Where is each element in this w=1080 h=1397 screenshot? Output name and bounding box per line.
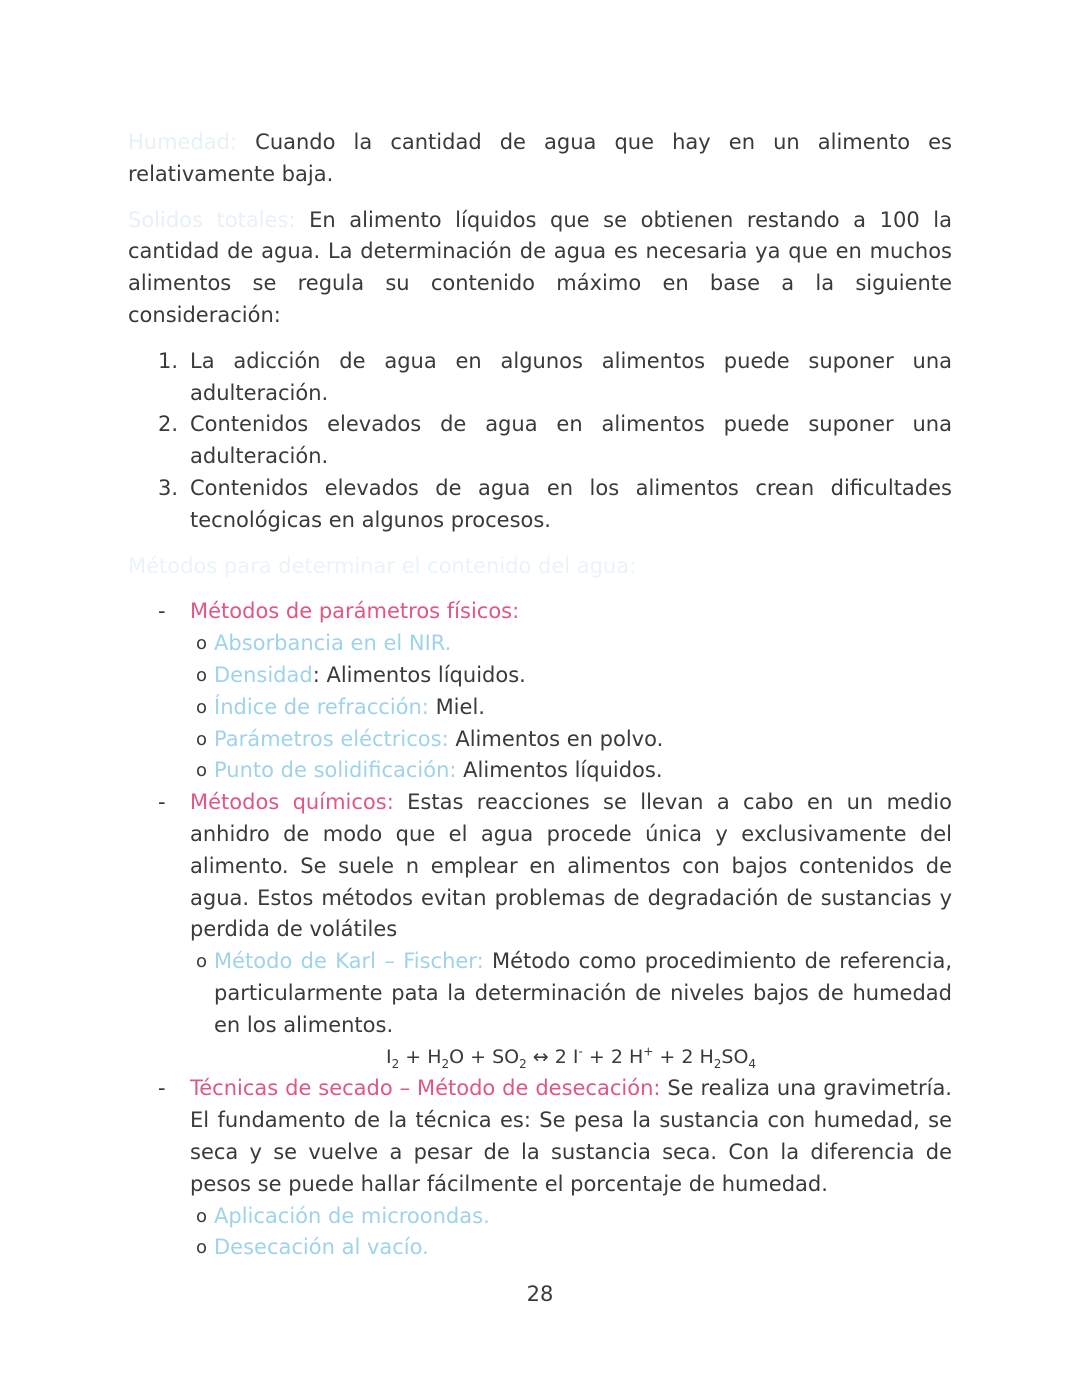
sub-item — [190, 628, 952, 660]
sub-item — [190, 692, 952, 724]
quimicos-item — [128, 787, 952, 1073]
sub-term: Densidad — [214, 662, 313, 687]
sub-text: Alimentos en polvo. — [448, 726, 664, 751]
sub-term: Absorbancia en el NIR. — [214, 631, 452, 656]
list-item — [128, 409, 952, 473]
dash-bullet: - — [158, 790, 166, 815]
circle-bullet: o — [196, 760, 208, 782]
quimicos-text: Estas reacciones se llevan a cabo en un medio anhidro de modo que el agua procede única y exclusivamente del alimento. Se suele n emplear en alimentos con bajos contenidos de agua. Estos métodos evitan problemas de degradación de sustancias y perdida de volátiles — [190, 790, 952, 942]
item-number: 1. — [158, 348, 179, 373]
sub-text: : Alimentos líquidos. — [312, 662, 526, 687]
list-item — [128, 473, 952, 537]
item-number: 3. — [158, 475, 179, 500]
sub-term: Aplicación de microondas. — [214, 1203, 490, 1228]
sub-term: Desecación al vacío. — [214, 1235, 429, 1260]
sub-item — [190, 755, 952, 787]
item-text: La adicción de agua en algunos alimentos puede suponer una adulteración. — [190, 348, 952, 405]
formula-sub: 2 — [713, 1056, 722, 1071]
circle-bullet: o — [196, 633, 208, 655]
formula-sub: 2 — [391, 1056, 400, 1071]
sub-term: Parámetros eléctricos: — [214, 726, 449, 751]
formula-part: + H — [399, 1045, 442, 1068]
quimicos-sublist — [190, 946, 952, 1041]
secado-text: Se realiza una gravimetría. El fundamento de la técnica es: Se pesa la sustancia con humedad, se seca y se vuelve a pesar de la sustancia seca. Con la diferencia de pesos se puede hallar fácilmente el porcentaje de humedad. — [190, 1076, 952, 1196]
sub-item — [190, 1232, 952, 1264]
humedad-paragraph — [128, 127, 952, 191]
formula-sup: + — [643, 1044, 654, 1059]
formula-part: + 2 H — [582, 1045, 644, 1068]
item-number: 2. — [158, 412, 179, 437]
karl-fischer-term: Método de Karl – Fischer: — [214, 949, 484, 974]
formula-part: ↔ 2 I — [526, 1045, 579, 1068]
formula-sub: 2 — [441, 1056, 450, 1071]
sub-item — [190, 724, 952, 756]
circle-bullet: o — [196, 696, 208, 718]
formula-part: O + SO — [449, 1045, 520, 1068]
circle-bullet: o — [196, 1237, 208, 1259]
fisicos-sublist — [190, 628, 952, 787]
sub-term: Índice de refracción: — [214, 694, 429, 719]
item-text: Contenidos elevados de agua en los alimentos crean dificultades tecnológicas en algunos procesos. — [190, 475, 952, 532]
list-item — [128, 346, 952, 410]
formula-part: I — [385, 1045, 392, 1068]
chemical-formula — [190, 1042, 952, 1074]
document-page — [128, 127, 952, 1264]
sub-text: Miel. — [428, 694, 485, 719]
sub-text: Alimentos líquidos. — [456, 758, 663, 783]
methods-list — [128, 596, 952, 1264]
humedad-term: Humedad: — [128, 130, 238, 154]
methods-heading: Métodos para determinar el contenido del agua: — [128, 553, 637, 578]
secado-term: Técnicas de secado – Método de desecación: — [190, 1076, 661, 1101]
solidos-term: Solidos totales: — [128, 207, 296, 232]
formula-sub: 4 — [748, 1056, 757, 1071]
formula-part: + 2 H — [653, 1045, 714, 1068]
item-text: Contenidos elevados de agua en alimentos puede suponer una adulteración. — [190, 412, 952, 469]
formula-part: SO — [721, 1045, 749, 1068]
humedad-text: Cuando la cantidad de agua que hay en un alimento es relativamente baja. — [128, 130, 952, 186]
page-number: 28 — [526, 1282, 554, 1306]
solidos-text: En alimento líquidos que se obtienen restando a 100 la cantidad de agua. La determinación de agua es necesaria ya que en muchos alimentos se regula su contenido máximo en base a la siguiente consideración: — [128, 207, 952, 327]
secado-item — [128, 1073, 952, 1264]
fisicos-term: Métodos de parámetros físicos: — [190, 599, 520, 624]
sub-item — [190, 660, 952, 692]
secado-sublist — [190, 1201, 952, 1265]
formula-sub: 2 — [519, 1056, 527, 1071]
considerations-list — [128, 346, 952, 537]
karl-fischer-text: Método como procedimiento de referencia, particularmente pata la determinación de niveles bajos de humedad en los alimentos. — [214, 949, 952, 1037]
circle-bullet: o — [196, 951, 208, 973]
circle-bullet: o — [196, 664, 208, 686]
sub-item — [190, 946, 952, 1041]
sub-item — [190, 1201, 952, 1233]
circle-bullet: o — [196, 1205, 208, 1227]
dash-bullet: - — [158, 1076, 166, 1101]
circle-bullet: o — [196, 728, 208, 750]
quimicos-term: Métodos químicos: — [190, 790, 394, 815]
fisicos-item — [128, 596, 952, 787]
sub-term: Punto de solidificación: — [214, 758, 457, 783]
dash-bullet: - — [158, 599, 166, 624]
formula-sup: - — [578, 1044, 583, 1059]
solidos-paragraph — [128, 205, 952, 332]
